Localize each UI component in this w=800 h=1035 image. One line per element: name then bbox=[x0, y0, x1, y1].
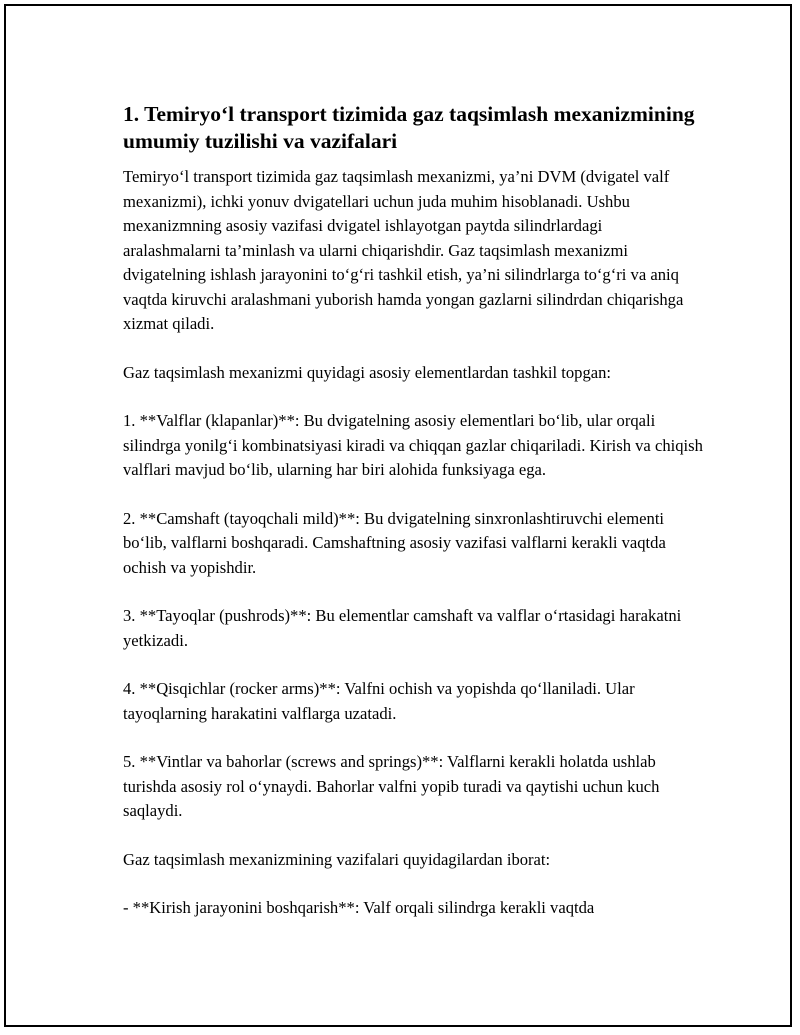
list-item-rocker-arms: 4. **Qisqichlar (rocker arms)**: Valfni ochish va yopishda qo‘llaniladi. Ular tayoqlarning harakatini valflarga uzatadi. bbox=[123, 679, 635, 723]
document-body bbox=[123, 101, 703, 945]
elements-intro-paragraph: Gaz taqsimlash mexanizmi quyidagi asosiy elementlardan tashkil topgan: bbox=[123, 362, 612, 382]
functions-intro-paragraph: Gaz taqsimlash mexanizmining vazifalari quyidagilardan iborat: bbox=[123, 849, 551, 869]
function-item-intake: - **Kirish jarayonini boshqarish**: Valf orqali silindrga kerakli vaqtda bbox=[123, 898, 595, 917]
list-item-valves: 1. **Valflar (klapanlar)**: Bu dvigatelning asosiy elementlari bo‘lib, ular orqali silindrga yonilg‘i kombinatsiyasi kiradi va chiqqan gazlar chiqariladi. Kirish va chiqish valflari mavjud bo‘lib, ularning har biri alohida funksiyaga ega. bbox=[123, 411, 703, 479]
section-heading: 1. Temiryo‘l transport tizimida gaz taqsimlash mexanizmining umumiy tuzilishi va vazifalari bbox=[123, 102, 695, 153]
list-item-camshaft: 2. **Camshaft (tayoqchali mild)**: Bu dvigatelning sinxronlashtiruvchi elementi bo‘lib, valflarni boshqaradi. Camshaftning asosiy vazifasi valflarni kerakli vaqtda ochish va yopishdir. bbox=[123, 508, 666, 577]
page-frame bbox=[4, 4, 792, 1027]
list-item-pushrods: 3. **Tayoqlar (pushrods)**: Bu elementlar camshaft va valflar o‘rtasidagi harakatni yetkizadi. bbox=[123, 606, 682, 650]
intro-paragraph: Temiryo‘l transport tizimida gaz taqsimlash mexanizmi, ya’ni DVM (dvigatel valf mexanizmi), ichki yonuv dvigatellari uchun juda muhim hisoblanadi. Ushbu mexanizmning asosiy vazifasi dvigatel ishlayotgan paytda silindrlardagi aralashmalarni ta’minlash va ularni chiqarishdir. Gaz taqsimlash mexanizmi dvigatelning ishlash jarayonini to‘g‘ri tashkil etish, ya’ni silindrlarga to‘g‘ri va aniq vaqtda kiruvchi aralashmani yuborish hamda yongan gazlarni silindrdan chiqarishga xizmat qiladi. bbox=[123, 167, 684, 333]
list-item-screws-springs: 5. **Vintlar va bahorlar (screws and springs)**: Valflarni kerakli holatda ushlab turishda asosiy rol o‘ynaydi. Bahorlar valfni yopib turadi va qaytishi uchun kuch saqlaydi. bbox=[123, 752, 660, 820]
